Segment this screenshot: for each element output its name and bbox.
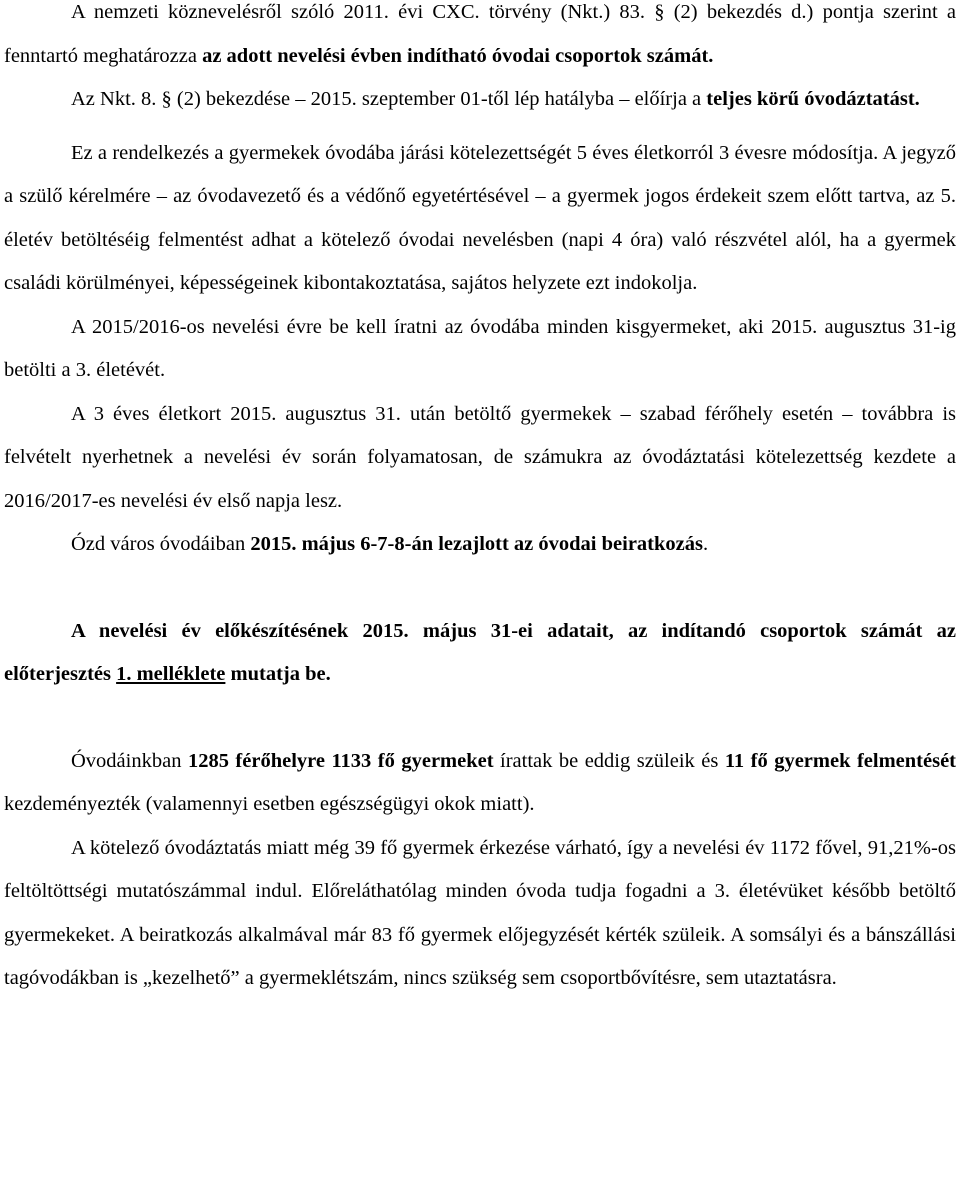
text-run: Az Nkt. 8. § (2) bekezdése – 2015. szeptember 01-től lép hatályba – előírja a — [71, 88, 707, 110]
paragraph-enrollment-figures — [4, 740, 956, 827]
spacer — [4, 697, 956, 740]
paragraph-registration-dates — [4, 523, 956, 567]
paragraph-occupancy-outlook — [4, 827, 956, 1001]
text-run: az adott nevelési évben indítható óvodai csoportok számát. — [202, 44, 714, 67]
paragraph-full-kindergarten-enrollment — [4, 78, 956, 122]
text-run: Ózd város óvodáiban — [71, 533, 251, 555]
text-run: 1. melléklete — [116, 663, 226, 685]
text-run: 1285 férőhelyre 1133 fő gyermeket — [187, 749, 494, 772]
text-run: írattak be eddig szüleik és — [493, 749, 725, 772]
text-run: 2015. május 6-7-8-án lezajlott az óvodai beiratkozás — [250, 533, 703, 555]
document-page — [4, 0, 956, 1001]
paragraph-later-birthdays — [4, 393, 956, 524]
text-run: A 2015/2016-os nevelési évre be kell íratni az óvodába minden kisgyermeket, aki 2015. augusztus 31-ig betölti a 3. életévét. — [4, 315, 956, 381]
text-run: A nevelési év előkészítésének 2015. május 31-ei adatait, az indítandó csoportok számát az előterjesztés — [4, 619, 956, 685]
paragraph-legal-basis — [4, 0, 956, 78]
text-run: Óvodáinkban — [71, 749, 188, 772]
text-run: A nemzeti köznevelésről szóló 2011. évi CXC. törvény (Nkt.) 83. § (2) bekezdés d.) pontja szerint a fenntartó meghatározza — [4, 1, 956, 67]
text-run: 11 fő gyermek felmentését — [724, 749, 956, 772]
text-run: A kötelező óvodáztatás miatt még 39 fő gyermek érkezése várható, így a nevelési év 1172 fővel, 91,21%-os feltöltöttségi mutatószámmal indul. Előreláthatólag minden óvoda tudja fogadni a 3. életévüket később betöltő gyermekeket. A beiratkozás alkalmával már 83 fő gyermek előjegyzését kérték szüleik. A somsályi és a bánszállási tagóvodákban is „kezelhető” a gyermeklétszám, nincs szükség sem csoportbővítésre, sem utaztatásra. — [4, 836, 956, 989]
spacer — [4, 567, 956, 610]
text-run: kezdeményezték (valamennyi esetben egészségügyi okok miatt). — [4, 793, 535, 815]
paragraph-annex-reference — [4, 610, 956, 697]
paragraph-age-change — [4, 132, 956, 306]
text-run: teljes körű óvodáztatást. — [706, 88, 920, 110]
text-run: . — [702, 533, 709, 555]
text-run: Ez a rendelkezés a gyermekek óvodába járási kötelezettségét 5 éves életkorról 3 évesre módosítja. A jegyző a szülő kérelmére – az óvodavezető és a védőnő egyetértésével – a gyermek jogos érdekeit szem előtt tartva, az 5. életév betöltéséig felmentést adhat a kötelező óvodai nevelésben (napi 4 óra) való részvétel alól, ha a gyermek családi körülményei, képességeinek kibontakoztatása, sajátos helyzete ezt indokolja. — [4, 141, 956, 294]
text-run: mutatja be. — [225, 663, 331, 685]
paragraph-registration-requirement — [4, 306, 956, 393]
text-run: A 3 éves életkort 2015. augusztus 31. után betöltő gyermekek – szabad férőhely esetén – továbbra is felvételt nyerhetnek a nevelési év során folyamatosan, de számukra az óvodáztatási kötelezettség kezdete a 2016/2017-es nevelési év első napja lesz. — [4, 402, 956, 512]
